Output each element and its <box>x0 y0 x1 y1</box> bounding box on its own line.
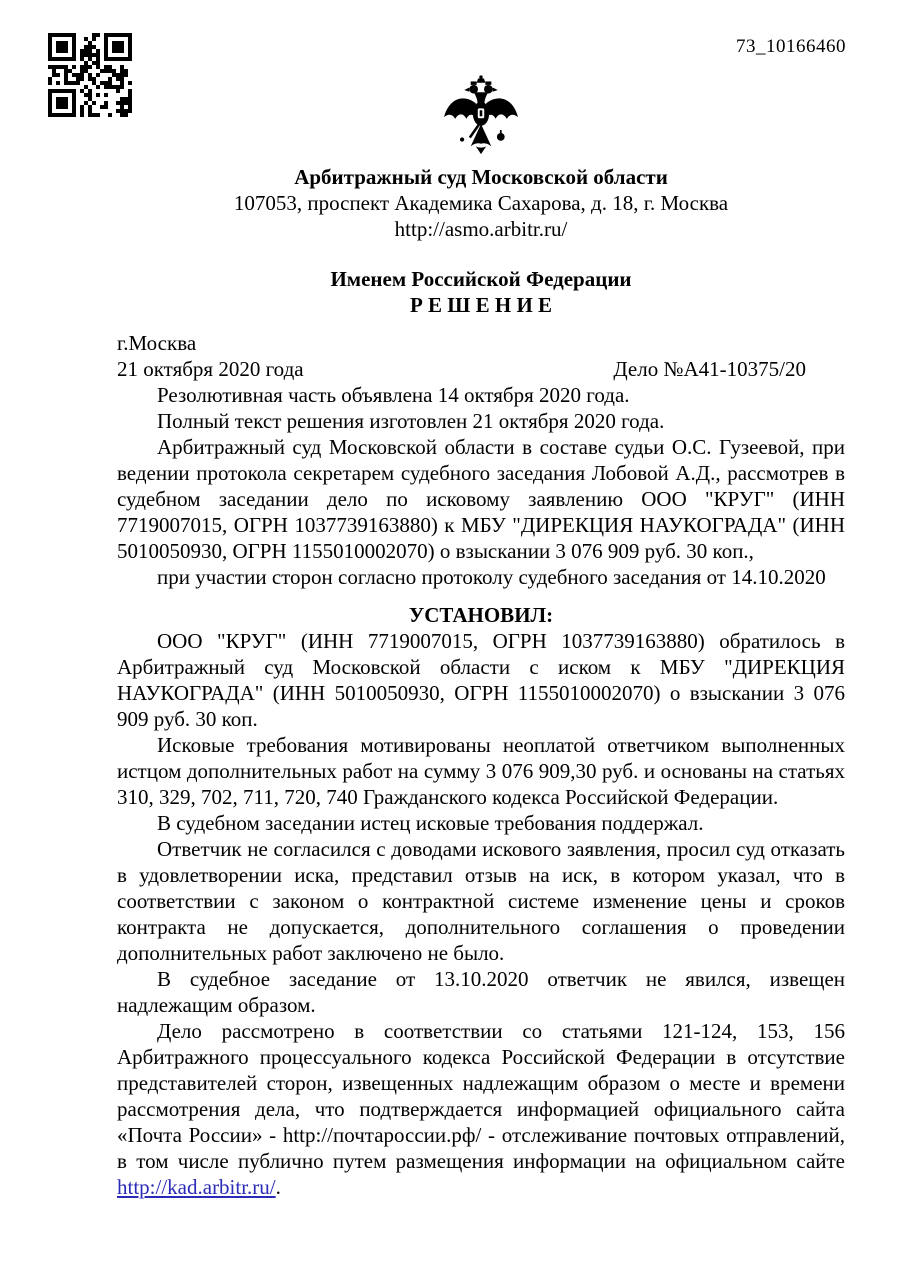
city-label: г.Москва <box>117 331 197 355</box>
body-paragraph: Ответчик не согласился с доводами искового заявления, просил суд отказать в удовлетворении иска, представил отзыв на иск, в котором указал, что в соответствии с законом о контрактной системе изменение цены и сроков контракта не допускается, дополнительного соглашения о проведении дополнительных работ заключено не было. <box>117 837 845 965</box>
court-composition-paragraph: Арбитражный суд Московской области в составе судьи О.С. Гузеевой, при ведении протокола секретарем судебного заседания Лобовой А.Д., рассмотрев в судебном заседании дело по исковому заявлению ООО "КРУГ" (ИНН 7719007015, ОГРН 1037739163880) к МБУ "ДИРЕКЦИЯ НАУКОГРАДА" (ИНН 5010050930, ОГРН 1155010002070) о взыскании 3 076 909 руб. 30 коп., <box>117 435 845 563</box>
body-paragraph: Исковые требования мотивированы неоплатой ответчиком выполненных истцом дополнительных работ на сумму 3 076 909,30 руб. и основаны на статьях 310, 329, 702, 711, 720, 740 Гражданского кодекса Российской Федерации. <box>117 733 845 809</box>
full-text-made-line: Полный текст решения изготовлен 21 октября 2020 года. <box>157 409 665 433</box>
court-website: http://asmo.arbitr.ru/ <box>394 217 568 241</box>
decision-date: 21 октября 2020 года <box>117 357 304 381</box>
decision-title: Р Е Ш Е Н И Е <box>409 293 553 317</box>
qr-code-icon <box>48 33 132 117</box>
case-number: Дело №А41-10375/20 <box>613 357 806 381</box>
established-heading: УСТАНОВИЛ: <box>408 603 554 627</box>
body-paragraph: ООО "КРУГ" (ИНН 7719007015, ОГРН 1037739163880) обратилось в Арбитражный суд Московской области с иском к МБУ "ДИРЕКЦИЯ НАУКОГРАДА" (ИНН 5010050930, ОГРН 1155010002070) о взыскании 3 076 909 руб. 30 коп. <box>117 629 845 731</box>
body-paragraph: В судебное заседание от 13.10.2020 ответчик не явился, извещен надлежащим образом. <box>117 967 845 1017</box>
kad-arbitr-link[interactable]: http://kad.arbitr.ru/ <box>117 1175 276 1199</box>
court-name: Арбитражный суд Московской области <box>294 165 668 189</box>
date-case-row <box>117 356 845 382</box>
emblem-container <box>117 74 845 162</box>
paragraph-text-before-link: Дело рассмотрено в соответствии со статьями 121-124, 153, 156 Арбитражного процессуального кодекса Российской Федерации в отсутствие представителей сторон, извещенных надлежащим образом о месте и времени рассмотрения дела, что подтверждается информацией официального сайта «Почта России» - http://почтароссии.рф/ - отслеживание почтовых отправлений, в том числе публично путем размещения информации на официальном сайте <box>117 1019 845 1173</box>
court-address: 107053, проспект Академика Сахарова, д. 18, г. Москва <box>233 191 729 215</box>
paragraph-text-after-link: . <box>275 1175 281 1199</box>
resolutive-announced-line: Резолютивная часть объявлена 14 октября 2020 года. <box>157 383 630 407</box>
participation-line: при участии сторон согласно протоколу судебного заседания от 14.10.2020 <box>157 565 826 589</box>
coat-of-arms-icon <box>438 74 524 162</box>
body-paragraph-with-link <box>117 1018 845 1200</box>
body-paragraph: В судебном заседании истец исковые требования поддержал. <box>157 811 704 835</box>
in-the-name-line: Именем Российской Федерации <box>330 267 632 291</box>
document-number: 73_10166460 <box>736 36 846 57</box>
